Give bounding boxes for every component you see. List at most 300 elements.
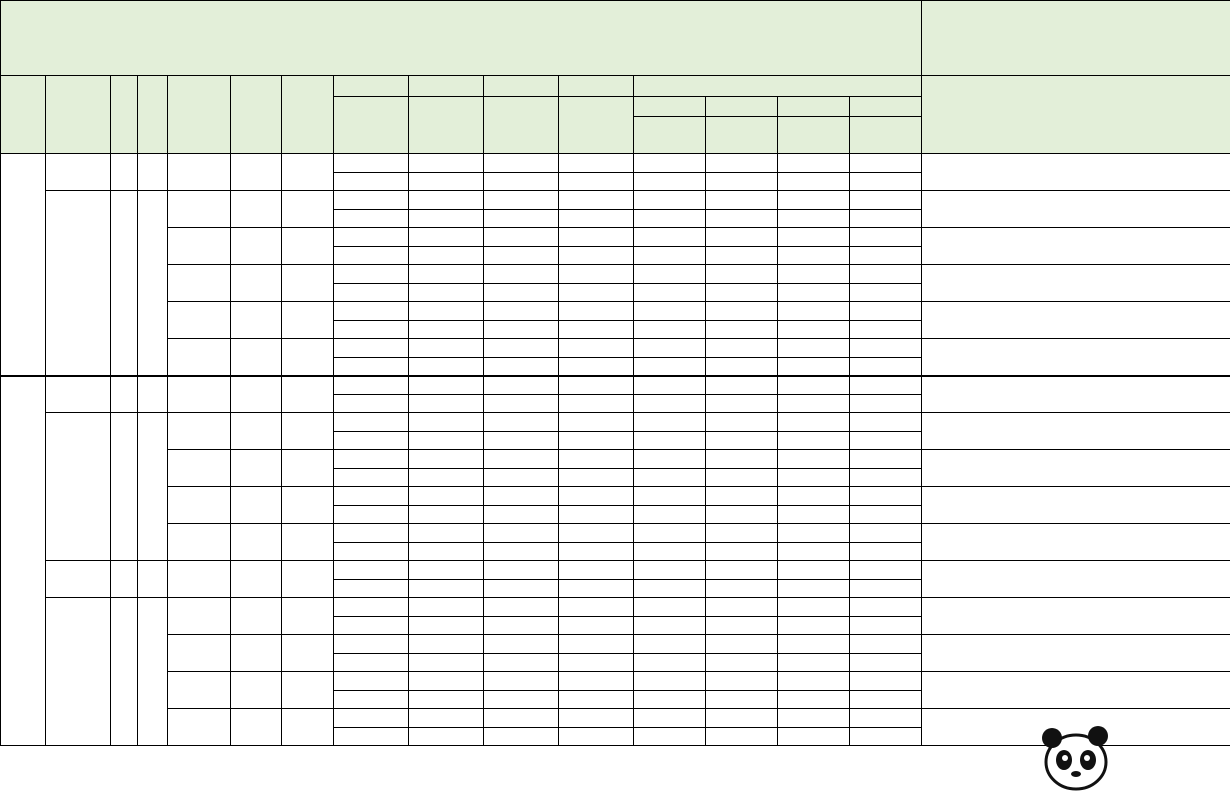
time-workers-cell bbox=[409, 487, 484, 506]
stone-cost bbox=[231, 709, 282, 746]
income-cell bbox=[484, 691, 559, 709]
max-count bbox=[282, 598, 334, 635]
income-cell bbox=[634, 284, 706, 302]
income-cell bbox=[706, 506, 778, 524]
time-workers-cell bbox=[634, 228, 706, 247]
time-workers-cell bbox=[634, 635, 706, 654]
time-workers-cell bbox=[484, 487, 559, 506]
income-cell bbox=[778, 247, 850, 265]
income-cell bbox=[559, 432, 634, 450]
income-cell bbox=[484, 321, 559, 339]
max-count bbox=[282, 265, 334, 302]
income-cell bbox=[334, 432, 409, 450]
income-cell bbox=[850, 728, 922, 746]
income-cell bbox=[484, 580, 559, 598]
income-cell bbox=[409, 728, 484, 746]
max-count bbox=[282, 302, 334, 339]
time-workers-cell bbox=[484, 450, 559, 469]
income-cell bbox=[850, 321, 922, 339]
note-cell bbox=[922, 339, 1230, 376]
header-time-sub-lv2 bbox=[706, 117, 778, 154]
income-cell bbox=[559, 173, 634, 191]
income-cell bbox=[334, 321, 409, 339]
income-cell bbox=[634, 432, 706, 450]
time-workers-cell bbox=[559, 339, 634, 358]
income-cell bbox=[559, 395, 634, 413]
statue-grid bbox=[111, 191, 138, 376]
time-workers-cell bbox=[409, 672, 484, 691]
max-count bbox=[282, 154, 334, 191]
time-workers-cell bbox=[409, 339, 484, 358]
income-cell bbox=[409, 543, 484, 561]
income-cell bbox=[634, 321, 706, 339]
time-workers-cell bbox=[334, 339, 409, 358]
stone-cost bbox=[231, 339, 282, 376]
income-cell bbox=[634, 506, 706, 524]
income-cell bbox=[334, 469, 409, 487]
time-workers-cell bbox=[334, 635, 409, 654]
income-cell bbox=[409, 617, 484, 635]
time-workers-cell bbox=[778, 376, 850, 395]
header-time-sub-lv4 bbox=[850, 117, 922, 154]
income-cell bbox=[334, 284, 409, 302]
time-workers-cell bbox=[850, 413, 922, 432]
income-cell bbox=[778, 210, 850, 228]
building-name bbox=[168, 339, 231, 376]
building-name bbox=[168, 561, 231, 598]
statue-percent bbox=[138, 376, 168, 413]
xiaohei-logo bbox=[1038, 722, 1226, 792]
time-workers-cell bbox=[334, 450, 409, 469]
income-cell bbox=[634, 210, 706, 228]
stone-cost bbox=[231, 413, 282, 450]
building-name bbox=[168, 635, 231, 672]
time-workers-cell bbox=[484, 635, 559, 654]
income-cell bbox=[778, 580, 850, 598]
stone-cost bbox=[231, 672, 282, 709]
income-cell bbox=[409, 358, 484, 376]
income-cell bbox=[778, 173, 850, 191]
income-cell bbox=[850, 358, 922, 376]
time-workers-cell bbox=[484, 709, 559, 728]
time-workers-cell bbox=[484, 672, 559, 691]
max-count bbox=[282, 709, 334, 746]
income-cell bbox=[559, 543, 634, 561]
income-cell bbox=[409, 432, 484, 450]
time-workers-cell bbox=[409, 450, 484, 469]
time-workers-cell bbox=[409, 228, 484, 247]
income-cell bbox=[484, 469, 559, 487]
time-workers-cell bbox=[850, 709, 922, 728]
income-cell bbox=[706, 210, 778, 228]
statue-name bbox=[46, 191, 111, 376]
note-cell bbox=[922, 450, 1230, 487]
time-workers-cell bbox=[334, 191, 409, 210]
time-workers-cell bbox=[850, 191, 922, 210]
stone-cost bbox=[231, 228, 282, 265]
stone-cost bbox=[231, 191, 282, 228]
time-workers-cell bbox=[334, 672, 409, 691]
building-name bbox=[168, 376, 231, 413]
income-cell bbox=[409, 506, 484, 524]
building-name bbox=[168, 302, 231, 339]
income-cell bbox=[559, 654, 634, 672]
income-cell bbox=[634, 247, 706, 265]
time-workers-cell bbox=[559, 598, 634, 617]
time-workers-cell bbox=[634, 191, 706, 210]
time-workers-cell bbox=[334, 154, 409, 173]
income-cell bbox=[634, 728, 706, 746]
time-workers-cell bbox=[634, 450, 706, 469]
time-workers-cell bbox=[778, 709, 850, 728]
income-cell bbox=[334, 691, 409, 709]
header-time-lv4 bbox=[559, 97, 634, 154]
income-cell bbox=[706, 395, 778, 413]
header-maxcount bbox=[282, 76, 334, 154]
income-cell bbox=[634, 358, 706, 376]
stone-cost bbox=[231, 487, 282, 524]
income-cell bbox=[706, 728, 778, 746]
header-lv5 bbox=[634, 76, 922, 97]
time-workers-cell bbox=[559, 191, 634, 210]
building-name bbox=[168, 487, 231, 524]
income-cell bbox=[706, 284, 778, 302]
stone-cost bbox=[231, 561, 282, 598]
time-workers-cell bbox=[334, 561, 409, 580]
income-cell bbox=[778, 654, 850, 672]
statue-percent bbox=[138, 413, 168, 561]
note-cell bbox=[922, 598, 1230, 635]
building-name bbox=[168, 413, 231, 450]
income-cell bbox=[484, 617, 559, 635]
advice-banner bbox=[1, 1, 922, 76]
max-count bbox=[282, 191, 334, 228]
income-cell bbox=[706, 654, 778, 672]
income-cell bbox=[484, 654, 559, 672]
time-workers-cell bbox=[409, 191, 484, 210]
time-workers-cell bbox=[559, 413, 634, 432]
max-count bbox=[282, 413, 334, 450]
time-workers-cell bbox=[559, 450, 634, 469]
time-workers-cell bbox=[850, 450, 922, 469]
time-workers-cell bbox=[706, 561, 778, 580]
income-cell bbox=[778, 469, 850, 487]
time-workers-cell bbox=[850, 524, 922, 543]
time-workers-cell bbox=[778, 672, 850, 691]
time-workers-cell bbox=[484, 339, 559, 358]
header-building bbox=[168, 76, 231, 154]
income-cell bbox=[409, 210, 484, 228]
time-workers-cell bbox=[559, 265, 634, 284]
time-workers-cell bbox=[850, 635, 922, 654]
stone-cost bbox=[231, 635, 282, 672]
income-cell bbox=[334, 173, 409, 191]
income-cell bbox=[706, 173, 778, 191]
income-cell bbox=[334, 654, 409, 672]
income-cell bbox=[559, 284, 634, 302]
income-cell bbox=[484, 358, 559, 376]
max-count bbox=[282, 450, 334, 487]
building-name bbox=[168, 154, 231, 191]
income-cell bbox=[634, 469, 706, 487]
time-workers-cell bbox=[559, 228, 634, 247]
income-cell bbox=[850, 506, 922, 524]
time-workers-cell bbox=[334, 709, 409, 728]
income-cell bbox=[409, 284, 484, 302]
income-cell bbox=[850, 284, 922, 302]
note-cell bbox=[922, 154, 1230, 191]
header-percent bbox=[138, 76, 168, 154]
income-cell bbox=[778, 506, 850, 524]
income-cell bbox=[334, 728, 409, 746]
stone-cost bbox=[231, 450, 282, 487]
time-workers-cell bbox=[850, 561, 922, 580]
time-workers-cell bbox=[706, 376, 778, 395]
time-workers-cell bbox=[409, 265, 484, 284]
time-workers-cell bbox=[778, 339, 850, 358]
income-cell bbox=[334, 617, 409, 635]
time-workers-cell bbox=[706, 191, 778, 210]
time-workers-cell bbox=[634, 487, 706, 506]
income-cell bbox=[484, 543, 559, 561]
income-cell bbox=[409, 247, 484, 265]
statue-name bbox=[46, 561, 111, 598]
statue-name bbox=[46, 154, 111, 191]
header-sub-lv4 bbox=[850, 97, 922, 117]
time-workers-cell bbox=[634, 524, 706, 543]
income-cell bbox=[334, 247, 409, 265]
time-workers-cell bbox=[409, 376, 484, 395]
time-workers-cell bbox=[409, 524, 484, 543]
time-workers-cell bbox=[706, 228, 778, 247]
time-workers-cell bbox=[409, 598, 484, 617]
income-cell bbox=[409, 173, 484, 191]
time-workers-cell bbox=[706, 635, 778, 654]
income-cell bbox=[559, 210, 634, 228]
stone-cost bbox=[231, 524, 282, 561]
income-cell bbox=[778, 432, 850, 450]
stone-cost bbox=[231, 302, 282, 339]
income-cell bbox=[706, 469, 778, 487]
time-workers-cell bbox=[559, 561, 634, 580]
income-cell bbox=[334, 506, 409, 524]
income-cell bbox=[409, 321, 484, 339]
header-time-sub-lv1 bbox=[634, 117, 706, 154]
income-cell bbox=[484, 395, 559, 413]
time-workers-cell bbox=[484, 376, 559, 395]
time-workers-cell bbox=[706, 672, 778, 691]
building-name bbox=[168, 672, 231, 709]
time-workers-cell bbox=[409, 302, 484, 321]
income-cell bbox=[484, 173, 559, 191]
building-name bbox=[168, 191, 231, 228]
income-cell bbox=[559, 469, 634, 487]
income-cell bbox=[334, 543, 409, 561]
header-city bbox=[1, 76, 46, 154]
income-cell bbox=[634, 543, 706, 561]
time-workers-cell bbox=[634, 302, 706, 321]
time-workers-cell bbox=[634, 154, 706, 173]
header-grid bbox=[111, 76, 138, 154]
income-cell bbox=[409, 395, 484, 413]
time-workers-cell bbox=[850, 302, 922, 321]
header-lv1 bbox=[334, 76, 409, 97]
header-sub-lv2 bbox=[706, 97, 778, 117]
income-cell bbox=[334, 395, 409, 413]
time-workers-cell bbox=[706, 524, 778, 543]
income-cell bbox=[559, 247, 634, 265]
income-cell bbox=[559, 506, 634, 524]
header-time-sub-lv3 bbox=[778, 117, 850, 154]
time-workers-cell bbox=[559, 154, 634, 173]
income-cell bbox=[634, 173, 706, 191]
building-name bbox=[168, 524, 231, 561]
note-cell bbox=[922, 376, 1230, 413]
time-workers-cell bbox=[850, 228, 922, 247]
time-workers-cell bbox=[484, 413, 559, 432]
statue-name bbox=[46, 376, 111, 413]
building-name bbox=[168, 709, 231, 746]
income-cell bbox=[850, 691, 922, 709]
time-workers-cell bbox=[778, 265, 850, 284]
time-workers-cell bbox=[334, 487, 409, 506]
time-workers-cell bbox=[850, 339, 922, 358]
time-workers-cell bbox=[778, 450, 850, 469]
income-cell bbox=[484, 506, 559, 524]
income-cell bbox=[706, 617, 778, 635]
max-count bbox=[282, 524, 334, 561]
income-cell bbox=[778, 321, 850, 339]
income-cell bbox=[850, 654, 922, 672]
time-workers-cell bbox=[778, 524, 850, 543]
income-cell bbox=[850, 210, 922, 228]
time-workers-cell bbox=[409, 413, 484, 432]
income-cell bbox=[706, 247, 778, 265]
statue-grid bbox=[111, 561, 138, 598]
stone-cost bbox=[231, 154, 282, 191]
income-cell bbox=[409, 580, 484, 598]
note-cell bbox=[922, 524, 1230, 561]
time-workers-cell bbox=[334, 413, 409, 432]
income-cell bbox=[634, 617, 706, 635]
time-workers-cell bbox=[334, 228, 409, 247]
income-cell bbox=[334, 210, 409, 228]
statue-grid bbox=[111, 376, 138, 413]
time-workers-cell bbox=[334, 265, 409, 284]
income-cell bbox=[778, 543, 850, 561]
time-workers-cell bbox=[778, 154, 850, 173]
max-count bbox=[282, 487, 334, 524]
note-cell bbox=[922, 228, 1230, 265]
income-cell bbox=[778, 284, 850, 302]
stone-cost bbox=[231, 598, 282, 635]
time-workers-cell bbox=[778, 561, 850, 580]
time-workers-cell bbox=[778, 635, 850, 654]
time-workers-cell bbox=[706, 302, 778, 321]
time-workers-cell bbox=[334, 524, 409, 543]
income-cell bbox=[850, 617, 922, 635]
statue-percent bbox=[138, 191, 168, 376]
time-workers-cell bbox=[559, 672, 634, 691]
income-cell bbox=[559, 728, 634, 746]
header-time-lv3 bbox=[484, 97, 559, 154]
income-cell bbox=[409, 469, 484, 487]
time-workers-cell bbox=[409, 709, 484, 728]
income-cell bbox=[334, 358, 409, 376]
statue-name bbox=[46, 598, 111, 746]
header-lv4 bbox=[559, 76, 634, 97]
max-count bbox=[282, 635, 334, 672]
income-cell bbox=[559, 580, 634, 598]
income-cell bbox=[334, 580, 409, 598]
time-workers-cell bbox=[634, 598, 706, 617]
time-workers-cell bbox=[484, 598, 559, 617]
statue-percent bbox=[138, 598, 168, 746]
income-cell bbox=[634, 395, 706, 413]
time-workers-cell bbox=[706, 598, 778, 617]
statue-grid bbox=[111, 413, 138, 561]
time-workers-cell bbox=[850, 672, 922, 691]
time-workers-cell bbox=[850, 598, 922, 617]
time-workers-cell bbox=[484, 561, 559, 580]
income-cell bbox=[850, 395, 922, 413]
income-cell bbox=[706, 358, 778, 376]
income-cell bbox=[484, 432, 559, 450]
time-workers-cell bbox=[334, 598, 409, 617]
income-cell bbox=[850, 469, 922, 487]
income-cell bbox=[778, 691, 850, 709]
time-workers-cell bbox=[706, 709, 778, 728]
time-workers-cell bbox=[334, 302, 409, 321]
title-cell bbox=[922, 1, 1230, 76]
time-workers-cell bbox=[634, 265, 706, 284]
statue-name bbox=[46, 413, 111, 561]
time-workers-cell bbox=[484, 302, 559, 321]
note-cell bbox=[922, 561, 1230, 598]
statue-grid bbox=[111, 598, 138, 746]
income-cell bbox=[559, 321, 634, 339]
time-workers-cell bbox=[484, 265, 559, 284]
time-workers-cell bbox=[409, 635, 484, 654]
time-workers-cell bbox=[706, 450, 778, 469]
income-cell bbox=[850, 432, 922, 450]
time-workers-cell bbox=[334, 376, 409, 395]
time-workers-cell bbox=[778, 302, 850, 321]
note-cell bbox=[922, 672, 1230, 709]
header-sub-lv1 bbox=[634, 97, 706, 117]
income-cell bbox=[634, 654, 706, 672]
time-workers-cell bbox=[706, 339, 778, 358]
panda-icon bbox=[1042, 726, 1108, 789]
income-cell bbox=[559, 617, 634, 635]
time-workers-cell bbox=[559, 302, 634, 321]
time-workers-cell bbox=[850, 487, 922, 506]
city-cell bbox=[1, 154, 46, 376]
time-workers-cell bbox=[484, 154, 559, 173]
time-workers-cell bbox=[559, 487, 634, 506]
header-lv2 bbox=[409, 76, 484, 97]
time-workers-cell bbox=[850, 154, 922, 173]
note-cell bbox=[922, 413, 1230, 450]
time-workers-cell bbox=[778, 413, 850, 432]
stone-cost bbox=[231, 376, 282, 413]
time-workers-cell bbox=[484, 228, 559, 247]
income-cell bbox=[778, 358, 850, 376]
header-sub-lv3 bbox=[778, 97, 850, 117]
income-cell bbox=[706, 543, 778, 561]
time-workers-cell bbox=[778, 228, 850, 247]
note-cell bbox=[922, 487, 1230, 524]
